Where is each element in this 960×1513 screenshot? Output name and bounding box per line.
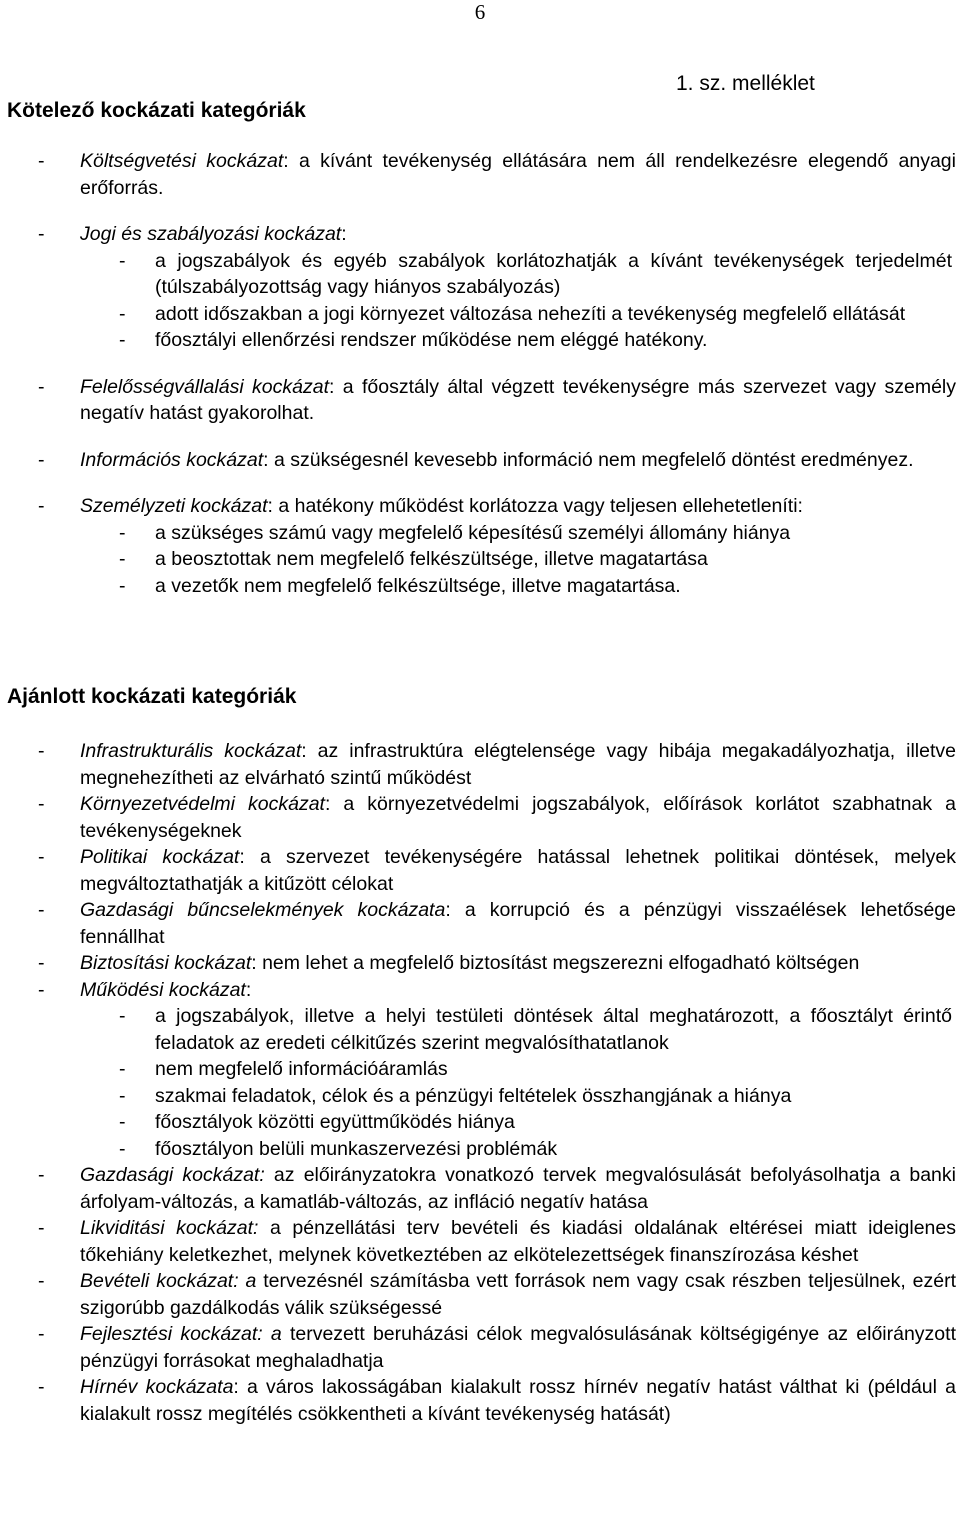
list-item: - Költségvetési kockázat: a kívánt tevékenység ellátására nem áll rendelkezésre elegendő anyagi erőforrás. (0, 148, 960, 201)
mandatory-list (0, 148, 960, 599)
sub-list-item: - nem megfelelő információáramlás (155, 1056, 956, 1083)
sub-list-item: - szakmai feladatok, célok és a pénzügyi feltételek összhangjának a hiánya (155, 1083, 956, 1110)
sub-list-item: - a jogszabályok, illetve a helyi testületi döntések által meghatározott, a főosztályt érintő feladatok az eredeti célkitűzés szerint megvalósíthatatlanok (155, 1003, 956, 1056)
sub-list-item: - adott időszakban a jogi környezet változása nehezíti a tevékenység megfelelő ellátását (155, 301, 956, 328)
list-item: - Likviditási kockázat: a pénzellátási terv bevételi és kiadási oldalának eltérései miatt ideiglenes tőkehiány keletkezhet, melynek következtében az elkötelezettségek finanszírozása késhet (0, 1215, 960, 1268)
sub-list-item: - főosztályi ellenőrzési rendszer működése nem eléggé hatékony. (155, 327, 956, 354)
list-item: - Környezetvédelmi kockázat: a környezetvédelmi jogszabályok, előírások korlátot szabhatnak a tevékenységeknek (0, 791, 960, 844)
mandatory-heading: Kötelező kockázati kategóriák (7, 99, 306, 122)
list-item: - Infrastrukturális kockázat: az infrastruktúra elégtelensége vagy hibája megakadályozhatja, illetve megnehezítheti az elvárható szintű működést (0, 738, 960, 791)
sub-list-item: - főosztályok közötti együttműködés hiánya (155, 1109, 956, 1136)
list-item: - Információs kockázat: a szükségesnél kevesebb információ nem megfelelő döntést eredményez. (0, 447, 960, 474)
sub-list-item: - a vezetők nem megfelelő felkészültsége, illetve magatartása. (155, 573, 956, 600)
sub-list-item: - főosztályon belüli munkaszervezési problémák (155, 1136, 956, 1163)
list-item: - Gazdasági bűncselekmények kockázata: a korrupció és a pénzügyi visszaélések lehetősége fennállhat (0, 897, 960, 950)
list-item: - Biztosítási kockázat: nem lehet a megfelelő biztosítást megszerezni elfogadható költségen (0, 950, 960, 977)
list-item: - Fejlesztési kockázat: a tervezett beruházási célok megvalósulásának költségigénye az előirányzott pénzügyi forrásokat meghaladhatja (0, 1321, 960, 1374)
list-item: - Felelősségvállalási kockázat: a főosztály által végzett tevékenységre más szervezet vagy személy negatív hatást gyakorolhat. (0, 374, 960, 427)
list-item: - Működési kockázat: - a jogszabályok, illetve a helyi testületi döntések által meghatározott, a főosztályt érintő feladatok az eredeti célkitűzés szerint megvalósíthatatlanok - nem megfelelő információáramlás - szakmai feladatok, célok és a pénzügyi feltételek összhangjának a hiánya - főosztályok közötti együttműködés hiánya - főosztályon belüli munkaszervezési problémák (0, 977, 960, 1163)
recommended-heading: Ajánlott kockázati kategóriák (7, 685, 297, 708)
sub-list-item: - a szükséges számú vagy megfelelő képesítésű személyi állomány hiánya (155, 520, 956, 547)
list-item: - Gazdasági kockázat: az előirányzatokra vonatkozó tervek megvalósulását befolyásolhatja a banki árfolyam-változás, a kamatláb-változás, az infláció negatív hatása (0, 1162, 960, 1215)
page-number: 6 (474, 0, 486, 24)
list-item: - Hírnév kockázata: a város lakosságában kialakult rossz hírnév negatív hatást válthat ki (például a kialakult rossz megítélés csökkentheti a kívánt tevékenység hatását) (0, 1374, 960, 1427)
annex-label: 1. sz. melléklet (676, 72, 815, 95)
list-item: - Személyzeti kockázat: a hatékony működést korlátozza vagy teljesen ellehetetleníti: - a szükséges számú vagy megfelelő képesítésű személyi állomány hiánya - a beosztottak nem megfelelő felkészültsége, illetve magatartása - a vezetők nem megfelelő felkészültsége, illetve magatartása. (0, 493, 960, 599)
sub-list-item: - a jogszabályok és egyéb szabályok korlátozhatják a kívánt tevékenységek terjedelmét (túlszabályozottság vagy hiányos szabályozás) (155, 248, 956, 301)
list-item: - Politikai kockázat: a szervezet tevékenységére hatással lehetnek politikai döntések, melyek megváltoztathatják a kitűzött célokat (0, 844, 960, 897)
sub-list-item: - a beosztottak nem megfelelő felkészültsége, illetve magatartása (155, 546, 956, 573)
list-item: - Bevételi kockázat: a tervezésnél számításba vett források nem vagy csak részben teljesülnek, ezért szigorúbb gazdálkodás válik szükségessé (0, 1268, 960, 1321)
recommended-list (0, 738, 960, 1427)
list-item: - Jogi és szabályozási kockázat: - a jogszabályok és egyéb szabályok korlátozhatják a kívánt tevékenységek terjedelmét (túlszabályozottság vagy hiányos szabályozás) - adott időszakban a jogi környezet változása nehezíti a tevékenység megfelelő ellátását - főosztályi ellenőrzési rendszer működése nem eléggé hatékony. (0, 221, 960, 354)
